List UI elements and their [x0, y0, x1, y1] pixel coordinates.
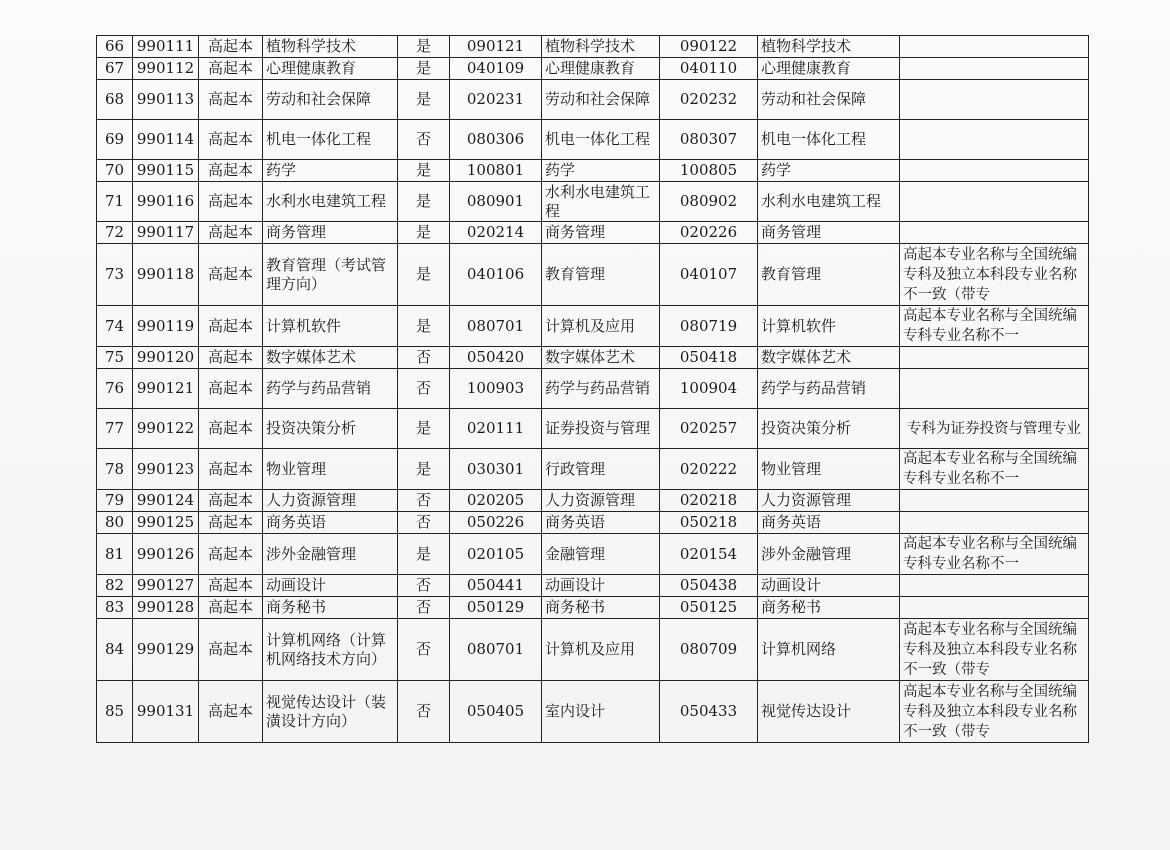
- zhuanke-code-cell: 050420: [450, 347, 542, 369]
- major-mapping-table: [96, 35, 1089, 743]
- table-row: [97, 120, 1089, 160]
- table-row: [97, 597, 1089, 619]
- table-row: [97, 575, 1089, 597]
- zhuanke-name-cell: 行政管理: [542, 449, 660, 490]
- benke-name-cell: 动画设计: [758, 575, 900, 597]
- zhuanke-code-cell: 040109: [450, 58, 542, 80]
- benke-name-cell: 物业管理: [758, 449, 900, 490]
- match-flag-cell: 否: [398, 120, 450, 160]
- zhuanke-name-cell: 机电一体化工程: [542, 120, 660, 160]
- benke-name-cell: 视觉传达设计: [758, 681, 900, 743]
- match-flag-cell: 是: [398, 534, 450, 575]
- level-cell: 高起本: [199, 369, 263, 409]
- zhuanke-code-cell: 080901: [450, 182, 542, 222]
- row-number-cell: 73: [97, 244, 133, 306]
- major-code-cell: 990116: [133, 182, 199, 222]
- benke-name-cell: 涉外金融管理: [758, 534, 900, 575]
- zhuanke-name-cell: 心理健康教育: [542, 58, 660, 80]
- major-code-cell: 990115: [133, 160, 199, 182]
- zhuanke-code-cell: 080701: [450, 619, 542, 681]
- zhuanke-code-cell: 020111: [450, 409, 542, 449]
- zhuanke-code-cell: 020205: [450, 490, 542, 512]
- remark-cell: 高起本专业名称与全国统编专科专业名称不一: [900, 306, 1089, 347]
- major-code-cell: 990118: [133, 244, 199, 306]
- major-name-cell: 投资决策分析: [263, 409, 398, 449]
- remark-cell: [900, 80, 1089, 120]
- row-number-cell: 77: [97, 409, 133, 449]
- remark-cell: [900, 369, 1089, 409]
- benke-name-cell: 投资决策分析: [758, 409, 900, 449]
- table-row: [97, 534, 1089, 575]
- zhuanke-name-cell: 教育管理: [542, 244, 660, 306]
- major-name-cell: 机电一体化工程: [263, 120, 398, 160]
- major-name-cell: 水利水电建筑工程: [263, 182, 398, 222]
- benke-code-cell: 040110: [660, 58, 758, 80]
- remark-cell: 高起本专业名称与全国统编专科及独立本科段专业名称不一致（带专: [900, 681, 1089, 743]
- match-flag-cell: 否: [398, 681, 450, 743]
- benke-name-cell: 商务管理: [758, 222, 900, 244]
- benke-code-cell: 050438: [660, 575, 758, 597]
- benke-code-cell: 020232: [660, 80, 758, 120]
- zhuanke-name-cell: 金融管理: [542, 534, 660, 575]
- zhuanke-name-cell: 室内设计: [542, 681, 660, 743]
- remark-cell: 高起本专业名称与全国统编专科及独立本科段专业名称不一致（带专: [900, 244, 1089, 306]
- row-number-cell: 84: [97, 619, 133, 681]
- row-number-cell: 71: [97, 182, 133, 222]
- zhuanke-code-cell: 030301: [450, 449, 542, 490]
- match-flag-cell: 是: [398, 160, 450, 182]
- match-flag-cell: 否: [398, 347, 450, 369]
- match-flag-cell: 否: [398, 597, 450, 619]
- benke-code-cell: 020218: [660, 490, 758, 512]
- major-code-cell: 990112: [133, 58, 199, 80]
- match-flag-cell: 否: [398, 369, 450, 409]
- table-row: [97, 369, 1089, 409]
- level-cell: 高起本: [199, 449, 263, 490]
- row-number-cell: 78: [97, 449, 133, 490]
- row-number-cell: 83: [97, 597, 133, 619]
- row-number-cell: 80: [97, 512, 133, 534]
- zhuanke-code-cell: 020214: [450, 222, 542, 244]
- major-name-cell: 植物科学技术: [263, 36, 398, 58]
- benke-name-cell: 数字媒体艺术: [758, 347, 900, 369]
- match-flag-cell: 是: [398, 80, 450, 120]
- major-name-cell: 劳动和社会保障: [263, 80, 398, 120]
- major-code-cell: 990129: [133, 619, 199, 681]
- level-cell: 高起本: [199, 58, 263, 80]
- zhuanke-name-cell: 计算机及应用: [542, 306, 660, 347]
- row-number-cell: 75: [97, 347, 133, 369]
- benke-code-cell: 020226: [660, 222, 758, 244]
- major-name-cell: 计算机网络（计算机网络技术方向）: [263, 619, 398, 681]
- benke-name-cell: 计算机软件: [758, 306, 900, 347]
- benke-name-cell: 计算机网络: [758, 619, 900, 681]
- benke-code-cell: 080719: [660, 306, 758, 347]
- level-cell: 高起本: [199, 120, 263, 160]
- benke-code-cell: 040107: [660, 244, 758, 306]
- remark-cell: [900, 182, 1089, 222]
- major-name-cell: 商务管理: [263, 222, 398, 244]
- table-row: [97, 347, 1089, 369]
- zhuanke-code-cell: 020105: [450, 534, 542, 575]
- row-number-cell: 85: [97, 681, 133, 743]
- zhuanke-code-cell: 090121: [450, 36, 542, 58]
- table-row: [97, 182, 1089, 222]
- remark-cell: [900, 160, 1089, 182]
- major-code-cell: 990121: [133, 369, 199, 409]
- zhuanke-code-cell: 080701: [450, 306, 542, 347]
- level-cell: 高起本: [199, 80, 263, 120]
- benke-name-cell: 心理健康教育: [758, 58, 900, 80]
- remark-cell: [900, 36, 1089, 58]
- major-name-cell: 涉外金融管理: [263, 534, 398, 575]
- major-code-cell: 990127: [133, 575, 199, 597]
- level-cell: 高起本: [199, 490, 263, 512]
- benke-name-cell: 水利水电建筑工程: [758, 182, 900, 222]
- benke-name-cell: 药学: [758, 160, 900, 182]
- level-cell: 高起本: [199, 160, 263, 182]
- benke-name-cell: 教育管理: [758, 244, 900, 306]
- remark-cell: [900, 222, 1089, 244]
- level-cell: 高起本: [199, 597, 263, 619]
- match-flag-cell: 是: [398, 449, 450, 490]
- remark-cell: [900, 490, 1089, 512]
- row-number-cell: 82: [97, 575, 133, 597]
- zhuanke-name-cell: 证券投资与管理: [542, 409, 660, 449]
- zhuanke-name-cell: 药学: [542, 160, 660, 182]
- remark-cell: 专科为证券投资与管理专业: [900, 409, 1089, 449]
- benke-code-cell: 050433: [660, 681, 758, 743]
- zhuanke-code-cell: 100903: [450, 369, 542, 409]
- benke-code-cell: 080307: [660, 120, 758, 160]
- major-name-cell: 商务秘书: [263, 597, 398, 619]
- table-row: [97, 58, 1089, 80]
- match-flag-cell: 否: [398, 619, 450, 681]
- major-name-cell: 教育管理（考试管理方向）: [263, 244, 398, 306]
- benke-code-cell: 080709: [660, 619, 758, 681]
- major-code-cell: 990122: [133, 409, 199, 449]
- benke-code-cell: 090122: [660, 36, 758, 58]
- match-flag-cell: 是: [398, 222, 450, 244]
- table-row: [97, 681, 1089, 743]
- zhuanke-name-cell: 计算机及应用: [542, 619, 660, 681]
- major-name-cell: 药学: [263, 160, 398, 182]
- benke-name-cell: 药学与药品营销: [758, 369, 900, 409]
- benke-code-cell: 050218: [660, 512, 758, 534]
- major-code-cell: 990120: [133, 347, 199, 369]
- major-code-cell: 990111: [133, 36, 199, 58]
- major-code-cell: 990125: [133, 512, 199, 534]
- level-cell: 高起本: [199, 409, 263, 449]
- row-number-cell: 81: [97, 534, 133, 575]
- row-number-cell: 76: [97, 369, 133, 409]
- row-number-cell: 69: [97, 120, 133, 160]
- major-code-cell: 990124: [133, 490, 199, 512]
- match-flag-cell: 否: [398, 512, 450, 534]
- level-cell: 高起本: [199, 575, 263, 597]
- zhuanke-name-cell: 商务管理: [542, 222, 660, 244]
- match-flag-cell: 是: [398, 182, 450, 222]
- benke-name-cell: 人力资源管理: [758, 490, 900, 512]
- table-row: [97, 449, 1089, 490]
- level-cell: 高起本: [199, 306, 263, 347]
- zhuanke-code-cell: 050441: [450, 575, 542, 597]
- row-number-cell: 67: [97, 58, 133, 80]
- major-name-cell: 物业管理: [263, 449, 398, 490]
- zhuanke-code-cell: 050129: [450, 597, 542, 619]
- benke-code-cell: 020222: [660, 449, 758, 490]
- level-cell: 高起本: [199, 619, 263, 681]
- zhuanke-code-cell: 050226: [450, 512, 542, 534]
- zhuanke-name-cell: 商务英语: [542, 512, 660, 534]
- table-row: [97, 36, 1089, 58]
- match-flag-cell: 是: [398, 36, 450, 58]
- major-name-cell: 心理健康教育: [263, 58, 398, 80]
- level-cell: 高起本: [199, 182, 263, 222]
- major-name-cell: 数字媒体艺术: [263, 347, 398, 369]
- row-number-cell: 72: [97, 222, 133, 244]
- row-number-cell: 66: [97, 36, 133, 58]
- remark-cell: [900, 347, 1089, 369]
- zhuanke-code-cell: 020231: [450, 80, 542, 120]
- benke-code-cell: 080902: [660, 182, 758, 222]
- major-name-cell: 商务英语: [263, 512, 398, 534]
- benke-name-cell: 商务秘书: [758, 597, 900, 619]
- table-row: [97, 409, 1089, 449]
- level-cell: 高起本: [199, 681, 263, 743]
- level-cell: 高起本: [199, 512, 263, 534]
- benke-code-cell: 020154: [660, 534, 758, 575]
- major-code-cell: 990123: [133, 449, 199, 490]
- level-cell: 高起本: [199, 36, 263, 58]
- table-row: [97, 160, 1089, 182]
- zhuanke-name-cell: 劳动和社会保障: [542, 80, 660, 120]
- major-code-cell: 990126: [133, 534, 199, 575]
- match-flag-cell: 否: [398, 575, 450, 597]
- remark-cell: 高起本专业名称与全国统编专科专业名称不一: [900, 534, 1089, 575]
- table-row: [97, 512, 1089, 534]
- remark-cell: [900, 575, 1089, 597]
- table-row: [97, 490, 1089, 512]
- benke-code-cell: 050418: [660, 347, 758, 369]
- zhuanke-name-cell: 水利水电建筑工程: [542, 182, 660, 222]
- major-code-cell: 990119: [133, 306, 199, 347]
- benke-code-cell: 020257: [660, 409, 758, 449]
- major-code-cell: 990113: [133, 80, 199, 120]
- remark-cell: 高起本专业名称与全国统编专科及独立本科段专业名称不一致（带专: [900, 619, 1089, 681]
- level-cell: 高起本: [199, 534, 263, 575]
- table-row: [97, 80, 1089, 120]
- table-row: [97, 244, 1089, 306]
- remark-cell: [900, 58, 1089, 80]
- level-cell: 高起本: [199, 222, 263, 244]
- benke-code-cell: 050125: [660, 597, 758, 619]
- table-row: [97, 222, 1089, 244]
- major-name-cell: 动画设计: [263, 575, 398, 597]
- match-flag-cell: 是: [398, 409, 450, 449]
- benke-name-cell: 植物科学技术: [758, 36, 900, 58]
- level-cell: 高起本: [199, 347, 263, 369]
- row-number-cell: 68: [97, 80, 133, 120]
- zhuanke-code-cell: 080306: [450, 120, 542, 160]
- zhuanke-code-cell: 100801: [450, 160, 542, 182]
- match-flag-cell: 是: [398, 306, 450, 347]
- major-code-cell: 990128: [133, 597, 199, 619]
- remark-cell: [900, 120, 1089, 160]
- major-name-cell: 计算机软件: [263, 306, 398, 347]
- remark-cell: [900, 597, 1089, 619]
- zhuanke-code-cell: 040106: [450, 244, 542, 306]
- row-number-cell: 79: [97, 490, 133, 512]
- level-cell: 高起本: [199, 244, 263, 306]
- benke-name-cell: 劳动和社会保障: [758, 80, 900, 120]
- benke-name-cell: 商务英语: [758, 512, 900, 534]
- major-code-cell: 990114: [133, 120, 199, 160]
- match-flag-cell: 是: [398, 244, 450, 306]
- major-code-cell: 990117: [133, 222, 199, 244]
- zhuanke-name-cell: 药学与药品营销: [542, 369, 660, 409]
- match-flag-cell: 是: [398, 58, 450, 80]
- major-code-cell: 990131: [133, 681, 199, 743]
- benke-name-cell: 机电一体化工程: [758, 120, 900, 160]
- zhuanke-name-cell: 数字媒体艺术: [542, 347, 660, 369]
- remark-cell: [900, 512, 1089, 534]
- row-number-cell: 70: [97, 160, 133, 182]
- zhuanke-name-cell: 动画设计: [542, 575, 660, 597]
- major-name-cell: 药学与药品营销: [263, 369, 398, 409]
- zhuanke-name-cell: 人力资源管理: [542, 490, 660, 512]
- zhuanke-name-cell: 商务秘书: [542, 597, 660, 619]
- table-row: [97, 306, 1089, 347]
- major-name-cell: 人力资源管理: [263, 490, 398, 512]
- row-number-cell: 74: [97, 306, 133, 347]
- zhuanke-code-cell: 050405: [450, 681, 542, 743]
- table-row: [97, 619, 1089, 681]
- benke-code-cell: 100805: [660, 160, 758, 182]
- zhuanke-name-cell: 植物科学技术: [542, 36, 660, 58]
- major-name-cell: 视觉传达设计（装潢设计方向）: [263, 681, 398, 743]
- benke-code-cell: 100904: [660, 369, 758, 409]
- remark-cell: 高起本专业名称与全国统编专科专业名称不一: [900, 449, 1089, 490]
- match-flag-cell: 否: [398, 490, 450, 512]
